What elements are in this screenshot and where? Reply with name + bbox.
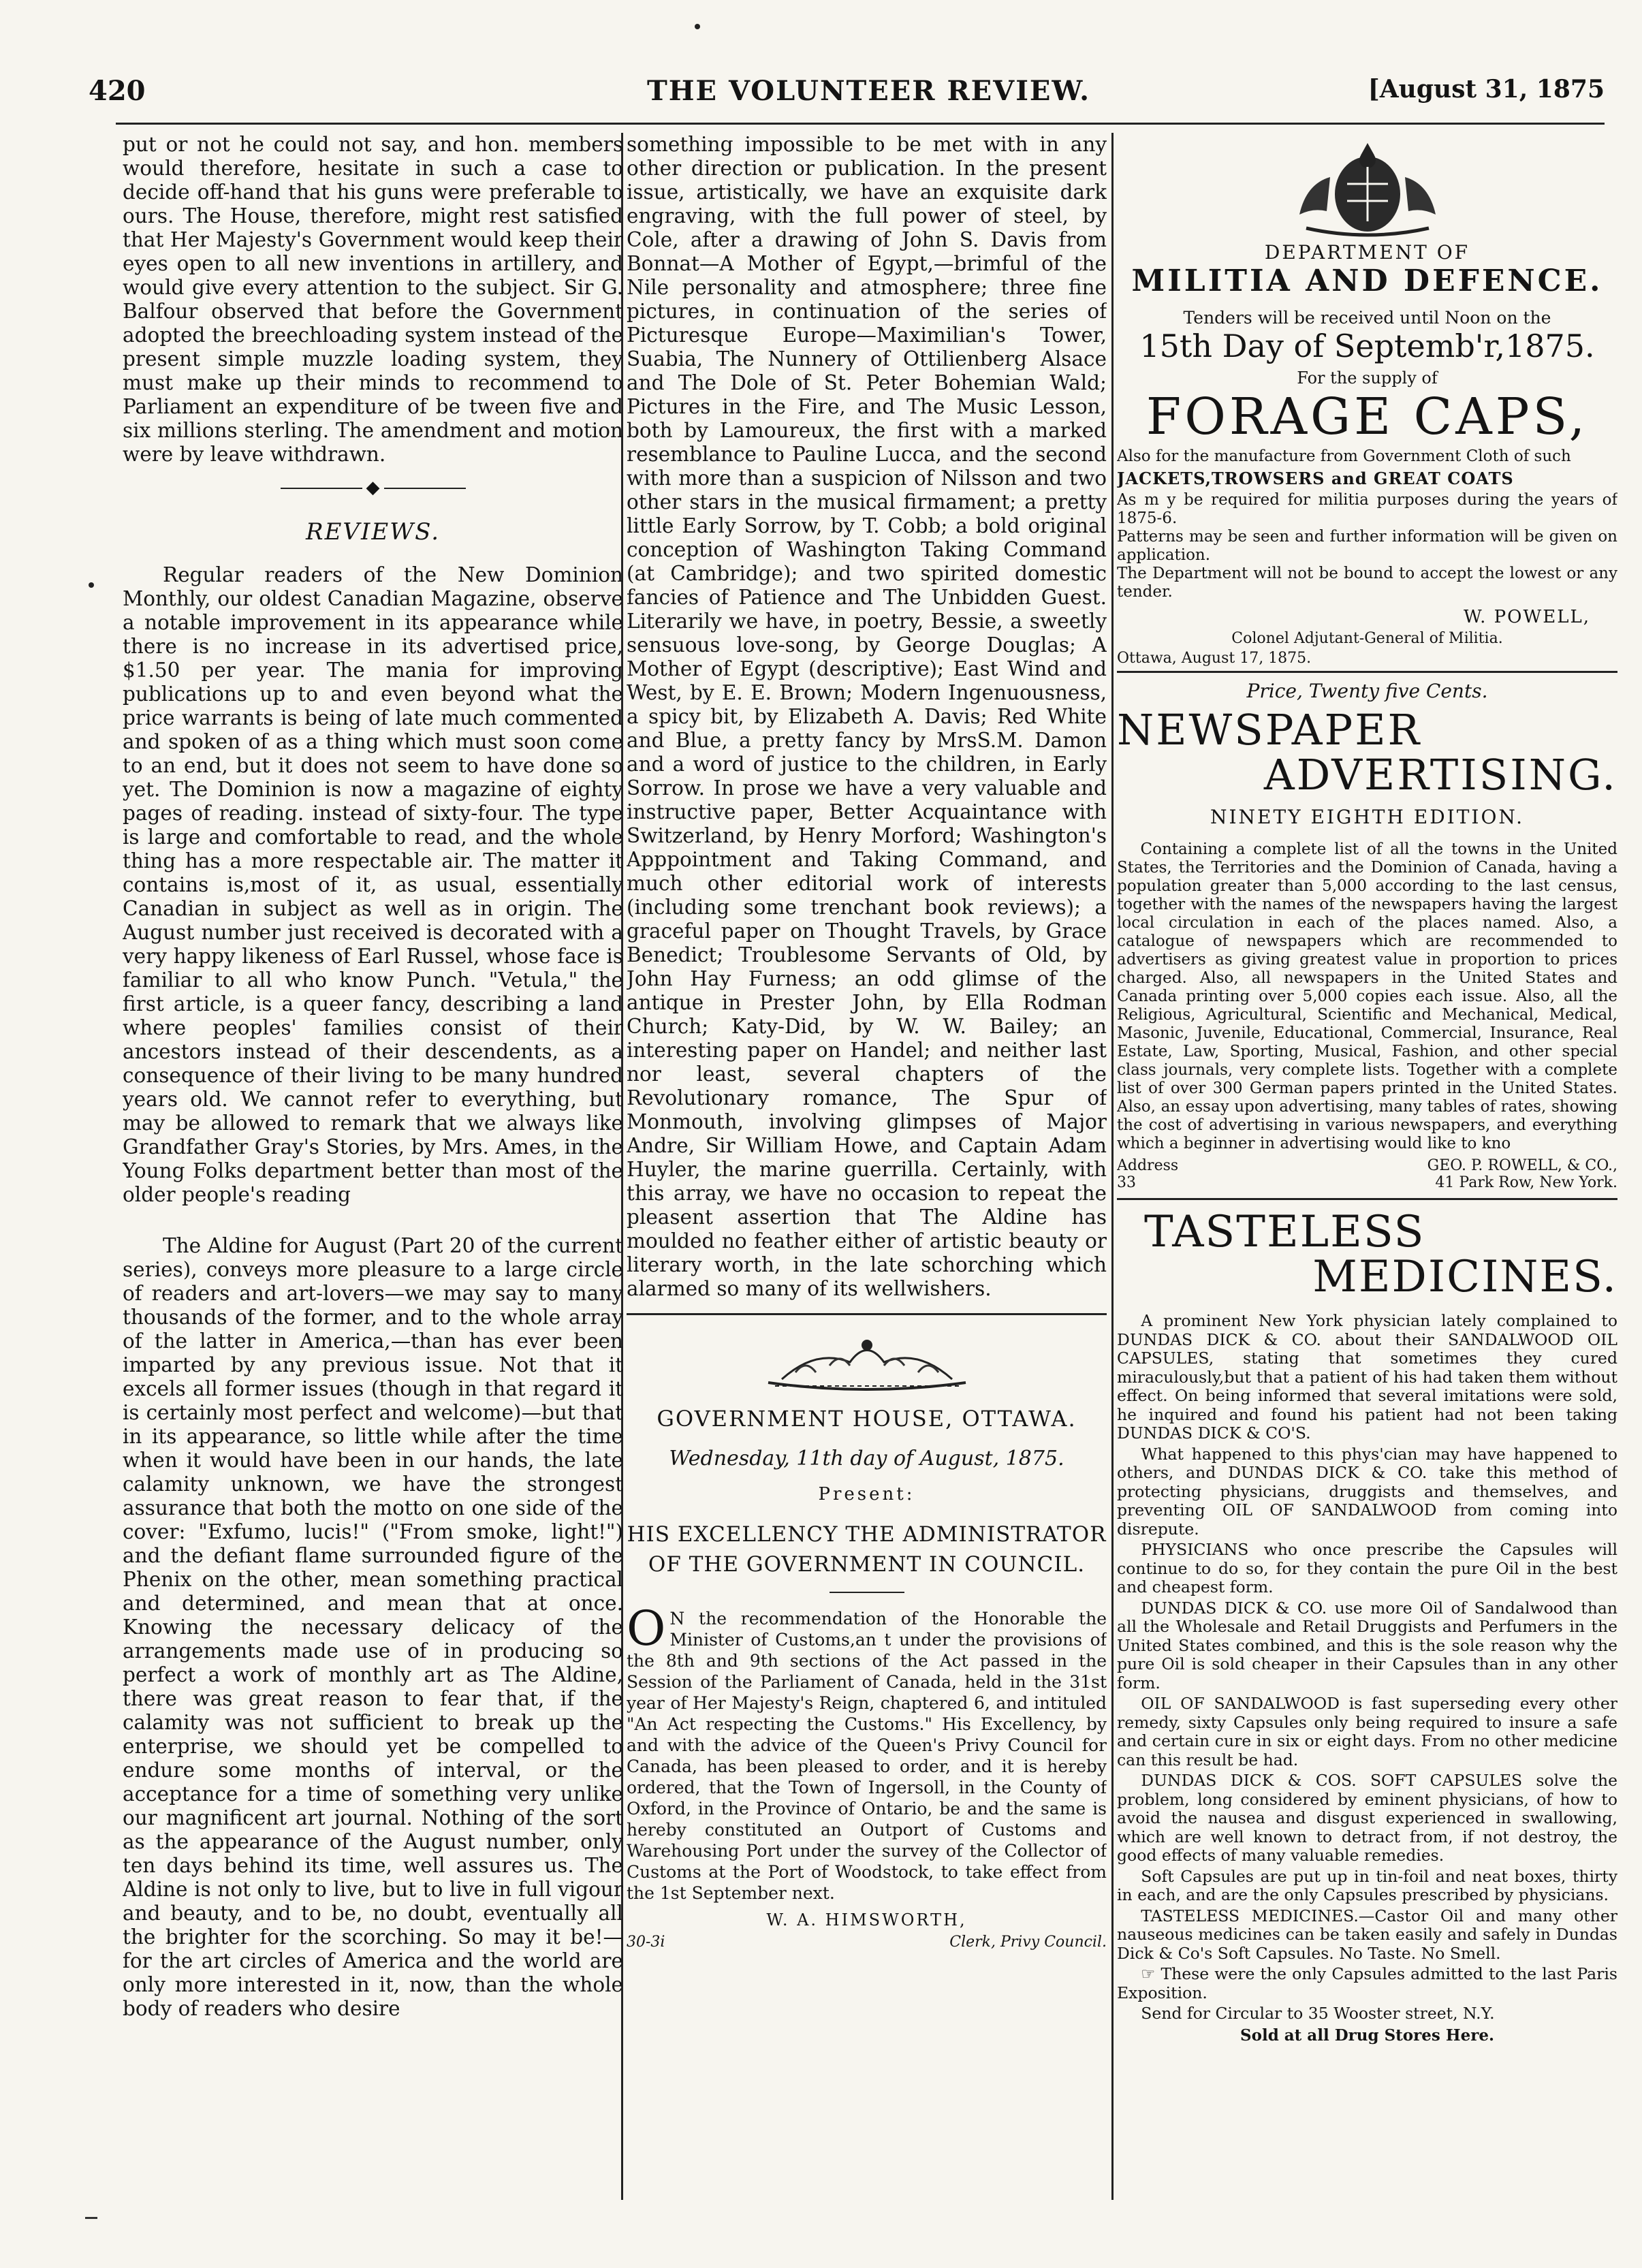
margin-mark [85, 2217, 97, 2219]
rowell-name: GEO. P. ROWELL, & CO., [1427, 1157, 1617, 1174]
supply-label: For the supply of [1297, 368, 1438, 388]
ad-rule-1 [1117, 671, 1617, 673]
ad-rule-2 [1117, 1198, 1617, 1200]
tasteless-text-4: DUNDAS DICK & CO. use more Oil of Sandalwood than all the Wholesale and Retail Druggists and Perfumers in the United States combined, and this is the sole reason why the pure Oil is sold cheaper in their Capsules than in any other form. [1117, 1598, 1617, 1692]
header-rule [116, 123, 1605, 125]
column-1 [123, 133, 623, 2200]
colonel-title: Colonel Adjutant-General of Militia. [1231, 630, 1503, 647]
speck [89, 582, 94, 588]
edition-line: NINETY EIGHTH EDITION. [1210, 806, 1525, 828]
review-dominion-monthly: Regular readers of the New Dominion Monthly, our oldest Canadian Magazine, observe a notable improvement in its appearance while there is no increase in its advertised price, $1.50 per year. The mania for improving publications up to and even beyond what the price warrants is being of late much commented and spoken of as a thing which must soon come to an end, but it does not seem to have done so yet. The Dominion is now a magazine of eighty pages of reading. instead of sixty-four. The type is large and comfortable to read, and the whole thing has a more respectable air. The matter it contains is,most of it, as usual, essentially Canadian in subject as well as in origin. The August number just received is decorated with a very happy likeness of Earl Russel, whose face is familiar to all who know Punch. "Vetula," the first article, is a queer fancy, describing a land where peoples' families consist of their ancestors instead of their descendents, as a consequence of their living to be many hundred years old. We cannot refer to everything, but may be allowed to remark that we always like Grandfather Gray's Stories, by Mrs. Ames, in the Young Folks department better than most of the older people's reading [123, 563, 623, 1206]
tasteless-text-3: PHYSICIANS who once prescribe the Capsules will continue to do so, for they contain the pure Oil in the best and cheapest form. [1117, 1540, 1617, 1596]
tasteless-text-6: DUNDAS DICK & COS. SOFT CAPSULES solve the problem, long considered by eminent physicians, of how to avoid the nausea and disgust experienced in swallowing, which are well known to detract from, if not destroy, the good effects of many valuable remedies. [1117, 1771, 1617, 1865]
review-aldine-continued: something impossible to be met with in any other direction or publication. In the present issue, artistically, we have an exquisite dark engraving, with the full power of steel, by Cole, after a drawing of John S. Davis from Bonnat—A Mother of Egypt,—brimful of the Nile personality and atmosphere; three fine pictures, in continuation of the series of Picturesque Europe—Maximilian's Tower, Suabia, The Nunnery of Ottilienberg Alsace and The Dole of St. Peter Bohemian Wald; Pictures in the Fire, and The Music Lesson, both by Lamoureux, the first with a marked resemblance to Pauline Lucca, and the second with more than a suspicion of Nilsson and two other stars in the musical firmament; a pretty little Early Sorrow, by T. Cobb; a bold original conception of Washington Taking Command (at Cambridge); and two spirited domestic fancies of Patience and The Unbidden Guest. Literarily we have, in poetry, Bessie, a sweetly sensuous love-song, by George Douglas; A Mother of Egypt (descriptive); East Wind and West, by E. E. Brown; Modern Ingenuousness, a spicy bit, by Elizabeth A. Davis; Red White and Blue, a pretty fancy by MrsS.M. Damon and a word of justice to the children, in Early Sorrow. In prose we have a very valuable and instructive paper, Better Acquaintance with Switzerland, by Henry Morford; Washington's Apppointment and Taking Command, and much other editorial work of interests (including some trenchant book reviews); a graceful paper on Thought Travels, by Grace Benedict; Troublesome Servants of Old, by John Hay Furness; an odd glimse of the antique in Prester John, by Ella Rodman Church; Katy-Did, by W. W. Bailey; an interesting paper on Handel; and neither last nor least, several chapters of the Revolutionary romance, The Spur of Monmouth, involving glimpses of Major Andre, Sir William Howe, and Captain Adam Huyler, the marine guerrilla. Certainly, with this array, we have no occasion to repeat the pleasent assertion that The Aldine has moulded no feather either of artistic beauty or literary worth, in the late schorching which alarmed so many of its wellwishers. [627, 133, 1107, 1300]
page-number: 420 [89, 75, 146, 107]
tenders-notice: Tenders will be received until Noon on the [1183, 308, 1551, 328]
newspaper-title: THE VOLUNTEER REVIEW. [647, 75, 1091, 107]
signature-line [627, 1934, 1107, 1951]
tasteless-text-2: What happened to this phys'cian may have happened to others, and DUNDAS DICK & CO. take this method of protecting physicians, druggists and themselves, and preventing OIL OF SANDALWOOD from coming into disrepute. [1117, 1444, 1617, 1539]
order-in-council-text: ON the recommendation of the Honorable the Minister of Customs,an t under the provisions of the 8th and 9th sections of the Act passed in the Session of the Parliament of Canada, held in the 31st year of Her Majesty's Reign, chaptered 6, and intituled "An Act respecting the Customs." His Excellency, by and with the advice of the Queen's Privy Council for Canada, has been pleased to order, and it is hereby ordered, that the Town of Ingersoll, in the County of Oxford, in the Province of Ontario, be and the same is hereby constituted an Outport of Customs and Warehousing Port under the survey of the Collector of Customs at the Port of Woodstock, to take effect from the 1st September next. [627, 1601, 1107, 1903]
ottawa-date: Ottawa, August 17, 1875. [1117, 650, 1312, 667]
militia-and-defence: MILITIA AND DEFENCE. [1131, 264, 1603, 298]
section-rule [627, 1313, 1107, 1315]
department-not-bound: The Department will not be bound to accept the lowest or any tender. [1117, 565, 1617, 601]
tasteless-text-10: Send for Circular to 35 Wooster street, N.Y. [1141, 2004, 1495, 2023]
section-divider: ◆ [123, 477, 623, 498]
medicines-heading: MEDICINES. [1312, 1252, 1617, 1302]
issue-date: [August 31, 1875 [1368, 75, 1605, 104]
newspaper-ad-text: Containing a complete list of all the towns in the United States, the Territories and the Dominion of Canada, having a population greater than 5,000 according to the last census, together with the names of the newspapers having the largest local circulation in each of the places named. Also, a catalogue of newspapers which are recommended to advertisers as giving greatest value in proportion to prices charged. Also, all newspapers in the United States and Canada printing over 5,000 copies each issue. Also, all the Religious, Agricultural, Scientific and Mechanical, Medical, Masonic, Juvenile, Educational, Commercial, Insurance, Real Estate, Law, Sporting, Musical, Fashion, and other special class journals, very complete lists. Together with a complete list of over 300 German papers printed in the United States. Also, an essay upon advertising, many tables of rates, showing the cost of advertising in various newspapers, and everything which a beginner in advertising would like to kno [1117, 840, 1617, 1152]
advertising-heading: ADVERTISING. [1263, 750, 1617, 800]
address-label: Address [1117, 1157, 1179, 1174]
pointing-hand-icon: ☞ [1141, 1964, 1161, 1983]
tasteless-text-9 [1117, 1965, 1617, 2002]
page-header [89, 75, 1605, 123]
government-house-heading: GOVERNMENT HOUSE, OTTAWA. [657, 1406, 1077, 1432]
column-divider-2 [1111, 133, 1114, 2200]
tender-date: 15th Day of Septemb'r,1875. [1139, 328, 1595, 364]
park-row-address: 41 Park Row, New York. [1435, 1174, 1617, 1191]
tasteless-heading: TASTELESS [1144, 1207, 1425, 1257]
tasteless-text-1: A prominent New York physician lately complained to DUNDAS DICK & CO. about their SANDALWOOD OIL CAPSULES, stating that sometimes they cured miraculously,but that a patient of his had taken them without effect. On being informed that several imitations were sold, he inquired and found his patient had not been taking DUNDAS DICK & CO'S. [1117, 1311, 1617, 1443]
address-line-1 [1117, 1157, 1617, 1174]
sold-at-drug-stores: Sold at all Drug Stores Here. [1240, 2026, 1494, 2045]
review-aldine: The Aldine for August (Part 20 of the current series), conveys more pleasure to a large circle of readers and art-lovers—we may say to many thousands of the former, and to the whole array of the latter in America,—than has ever been imparted by any previous issue. Not that it excels all former issues (though in that regard it is certainly most perfect and welcome)—but that in its appearance, so little while after the time when it would have been in our hands, the late calamity unknown, we have the strongest assurance that both the motto on one side of the cover: "Exfumo, lucis!" ("From smoke, light!") and the defiant flame surrounded figure of the Phenix on the other, mean something practical and determined, and mean that at once. Knowing the necessary delicacy of the arrangements made use of in producing so perfect a work of monthly art as The Aldine, there was great reason to fear that, if the calamity was not sufficient to break up the enterprise, we should yet be compelled to endure some months of interval, or the acceptance for a time of something very unlike our magnificent art journal. Nothing of the sort as the appearance of the August number, only ten days behind its time, well assures us. The Aldine is not only to live, but to live in full vigour and beauty, and to be, no doubt, eventually all the brighter for the scorching. So may it be!—for the art circles of America and the world are only more interested in it, now, than the whole body of readers who desire [123, 1234, 623, 2020]
council-date: Wednesday, 11th day of August, 1875. [669, 1447, 1064, 1470]
speck [695, 24, 700, 29]
column-2 [627, 133, 1107, 2200]
clerk-title: Clerk, Privy Council. [949, 1934, 1107, 1951]
also-manufacture: Also for the manufacture from Government Cloth of such [1117, 447, 1571, 465]
ad-code: 30-3i [627, 1934, 665, 1951]
department-of: DEPARTMENT OF [1264, 241, 1470, 264]
crown-ornament-icon [755, 1332, 979, 1396]
as-may-be-required: As m y be required for militia purposes during the years of 1875-6. [1117, 491, 1617, 527]
reviews-heading: REVIEWS. [305, 518, 441, 546]
column-3 [1117, 133, 1617, 2200]
tasteless-text-8: TASTELESS MEDICINES.—Castor Oil and many other nauseous medicines can be taken easily and safely in Dundas Dick & Co's Soft Capsules. No Taste. No Smell. [1117, 1906, 1617, 1963]
tasteless-text-7: Soft Capsules are put up in tin-foil and neat boxes, thirty in each, and are the only Capsules prescribed by physicians. [1117, 1866, 1617, 1904]
parliament-text: put or not he could not say, and hon. members would therefore, hesitate in such a case to decide off-hand that his guns were preferable to ours. The House, therefore, might rest satisfied that Her Majesty's Government would keep their eyes open to all new inventions in artillery, and would give every attention to the subject. Sir G. Balfour observed that before the Government adopted the breechloading system instead of the present simple muzzle loading system, they must make up their minds to recommend to Parliament an expenditure of be tween five and six millions sterling. The amendment and motion were by leave withdrawn. [123, 133, 623, 466]
newspaper-heading: NEWSPAPER [1117, 705, 1422, 755]
present-label: Present: [818, 1484, 915, 1505]
jackets-line: JACKETS,TROWSERS and GREAT COATS [1117, 469, 1514, 488]
his-excellency-heading: HIS EXCELLENCY THE ADMINISTRATOR OF THE GOVERNMENT IN COUNCIL. [627, 1522, 1107, 1577]
tasteless-text-5: OIL OF SANDALWOOD is fast superseding every other remedy, sixty Capsules only being required to insure a safe and certain cure in six or eight days. From no other medicine can this result be had. [1117, 1694, 1617, 1769]
patterns-notice: Patterns may be seen and further information will be given on application. [1117, 528, 1617, 564]
paris-exposition: These were the only Capsules admitted to the last Paris Exposition. [1117, 1964, 1617, 2002]
forage-caps-heading: FORAGE CAPS, [1146, 388, 1589, 446]
short-rule [830, 1592, 904, 1593]
price-line: Price, Twenty five Cents. [1246, 680, 1488, 702]
address-line-2 [1117, 1174, 1617, 1191]
powell-signature: W. POWELL, [1463, 607, 1590, 627]
royal-crest-icon [1265, 136, 1470, 238]
ad-number: 33 [1117, 1174, 1136, 1191]
clerk-signature: W. A. HIMSWORTH, [766, 1910, 967, 1930]
